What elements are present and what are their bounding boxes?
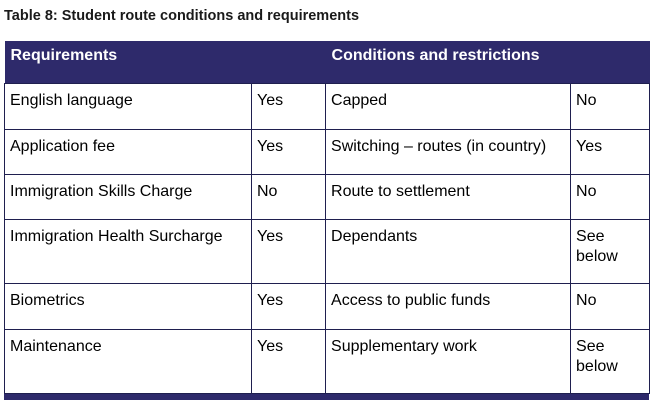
requirement-value-cell: No (252, 174, 326, 219)
table-caption: Table 8: Student route conditions and requirements (4, 8, 360, 24)
header-requirements: Requirements (5, 41, 326, 83)
condition-cell: Access to public funds (326, 283, 571, 329)
condition-cell: Capped (326, 83, 571, 129)
table-row (5, 174, 650, 219)
requirement-value-cell: Yes (252, 283, 326, 329)
table-row (5, 83, 650, 129)
condition-value-cell: No (571, 283, 650, 329)
condition-value-cell: See below (571, 219, 650, 283)
condition-value-cell: See below (571, 329, 650, 393)
table-footer-bar (4, 394, 649, 400)
requirement-cell: Immigration Skills Charge (5, 174, 252, 219)
requirement-cell: Application fee (5, 129, 252, 174)
condition-value-cell: Yes (571, 129, 650, 174)
condition-cell: Switching – routes (in country) (326, 129, 571, 174)
table-row (5, 283, 650, 329)
condition-cell: Route to settlement (326, 174, 571, 219)
condition-cell: Supplementary work (326, 329, 571, 393)
condition-value-cell: No (571, 174, 650, 219)
condition-cell: Dependants (326, 219, 571, 283)
requirement-cell: Biometrics (5, 283, 252, 329)
requirement-cell: Immigration Health Surcharge (5, 219, 252, 283)
table-row (5, 219, 650, 283)
requirement-value-cell: Yes (252, 83, 326, 129)
condition-value-cell: No (571, 83, 650, 129)
table-row (5, 129, 650, 174)
requirements-table (4, 41, 650, 394)
requirement-cell: English language (5, 83, 252, 129)
requirement-value-cell: Yes (252, 329, 326, 393)
requirement-cell: Maintenance (5, 329, 252, 393)
table-header-row (5, 41, 650, 83)
requirement-value-cell: Yes (252, 129, 326, 174)
requirement-value-cell: Yes (252, 219, 326, 283)
table-row (5, 329, 650, 393)
header-conditions: Conditions and restrictions (326, 41, 650, 83)
